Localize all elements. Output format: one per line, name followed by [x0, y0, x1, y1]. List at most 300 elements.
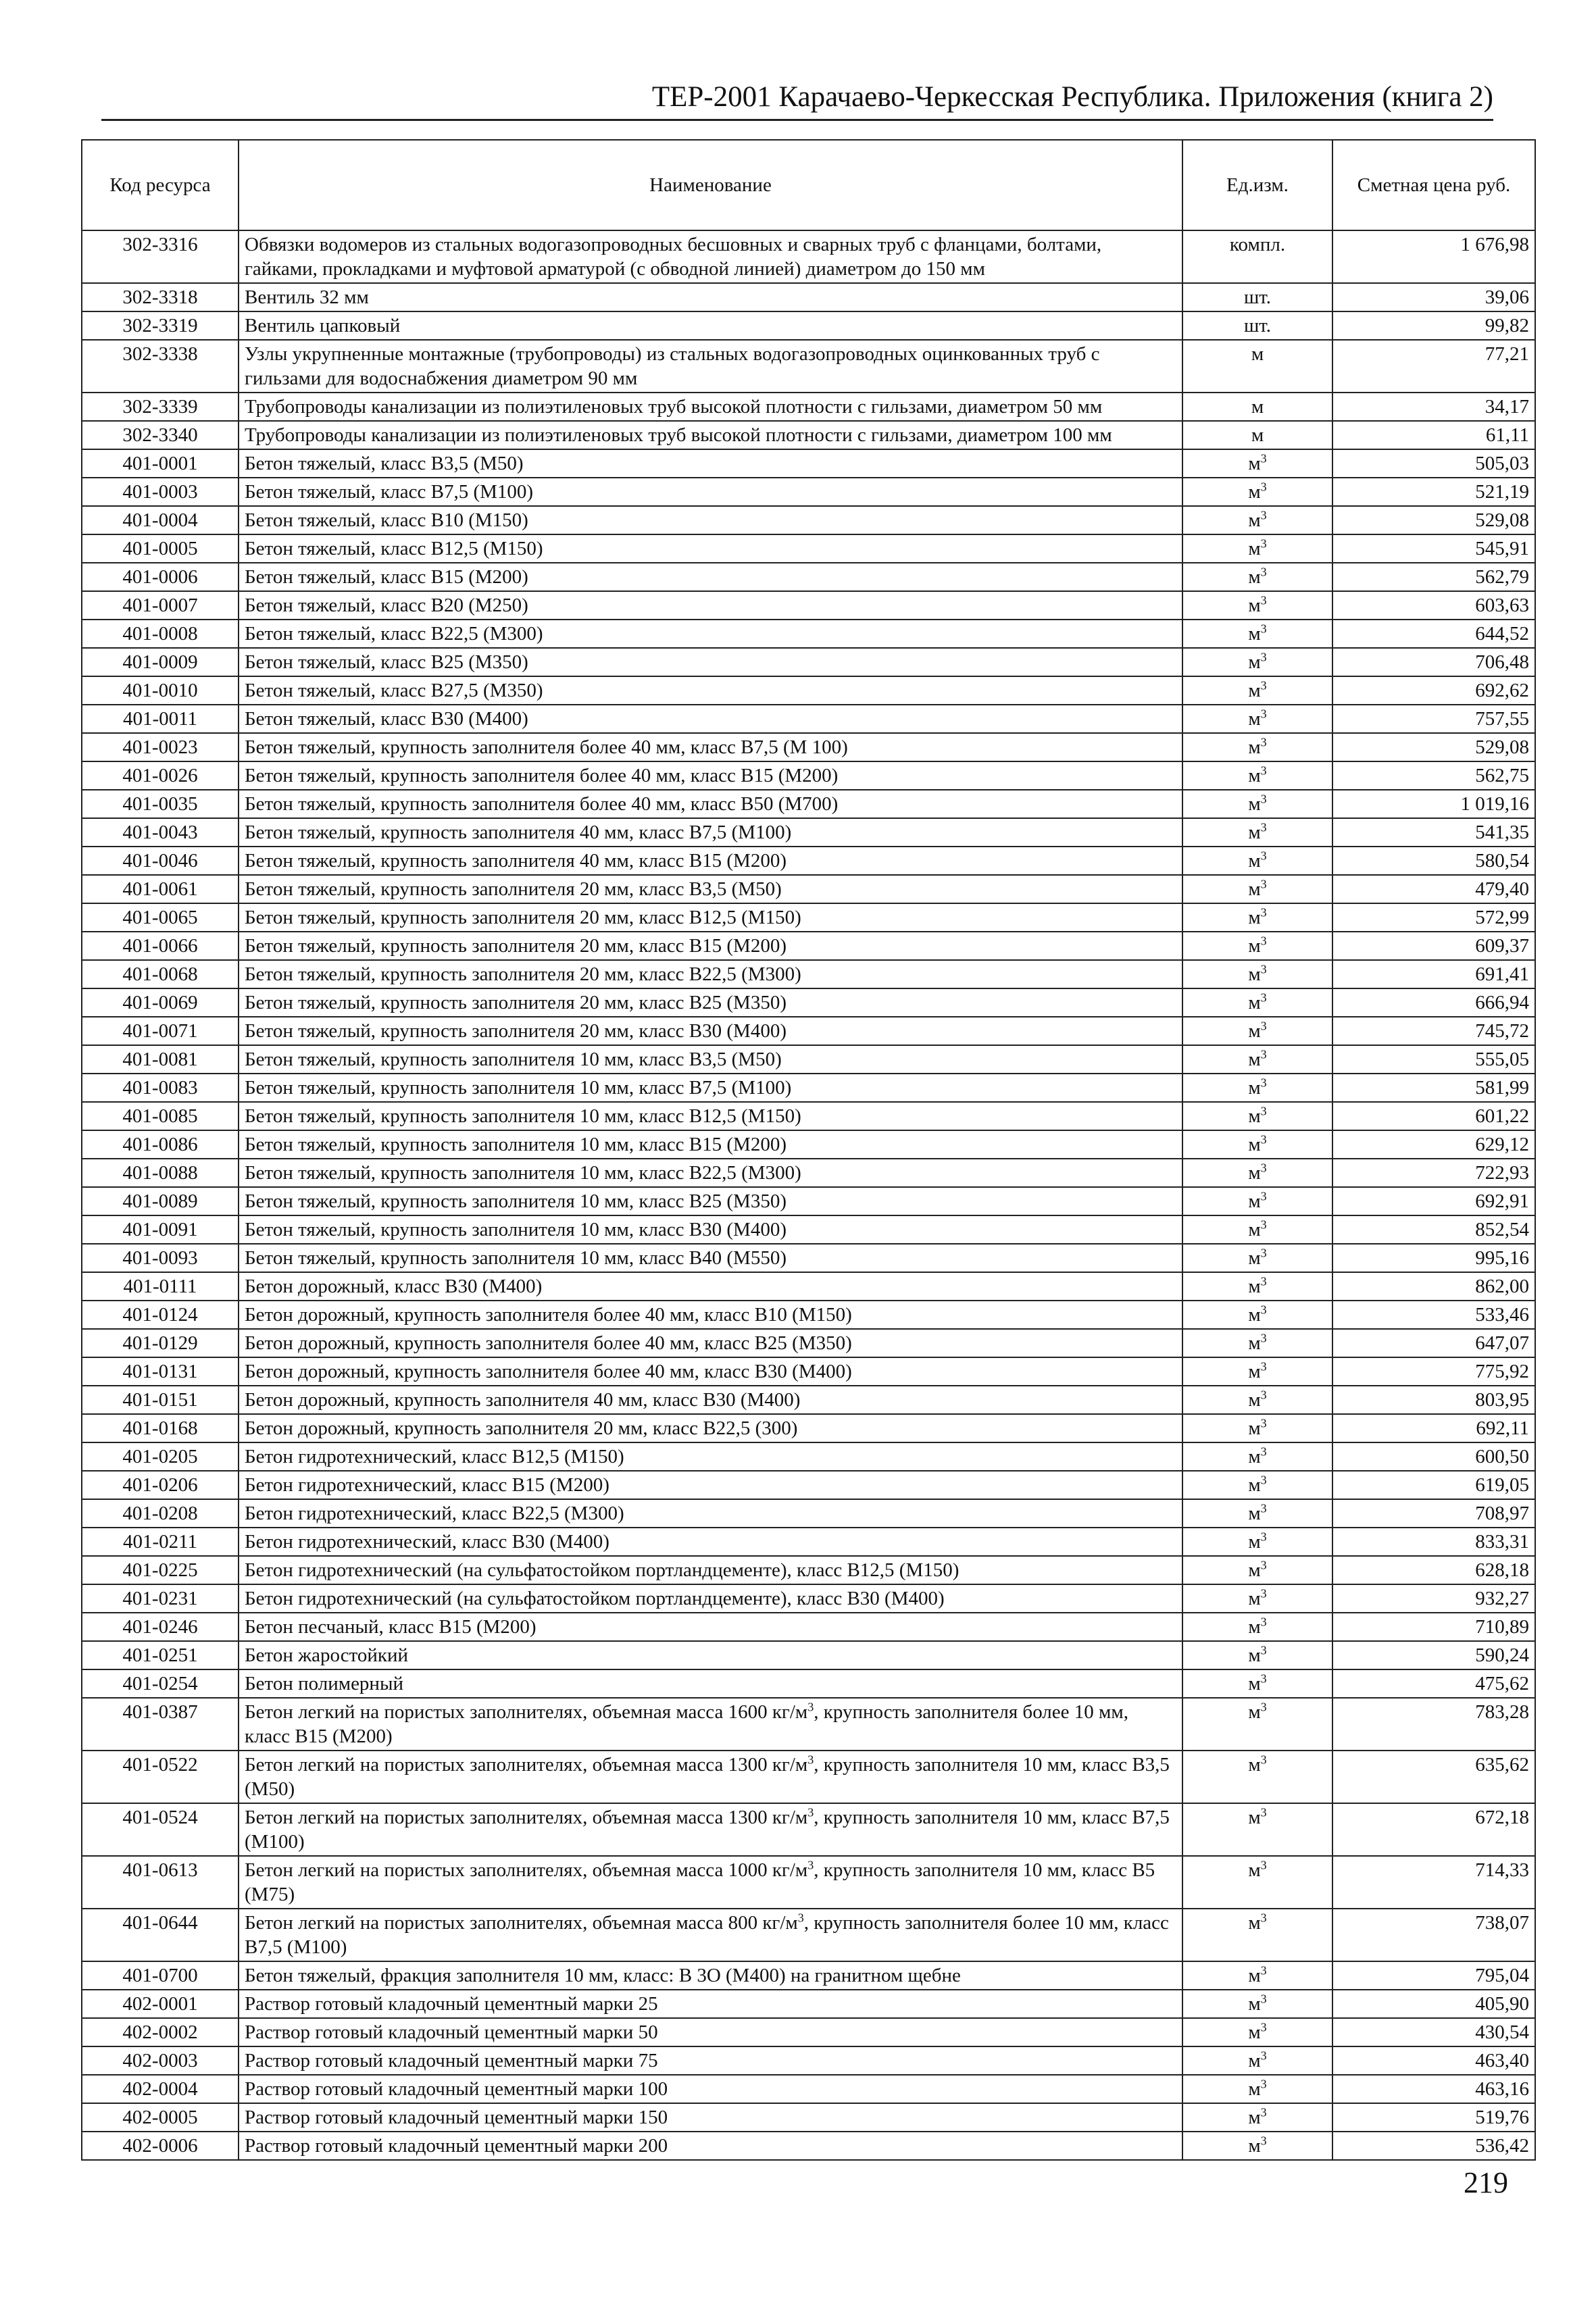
cell-price: 647,07 — [1332, 1329, 1535, 1357]
table-row — [82, 1244, 1535, 1272]
cell-code: 302-3316 — [82, 230, 239, 283]
cell-price: 722,93 — [1332, 1159, 1535, 1187]
table-row — [82, 1471, 1535, 1499]
column-header-unit: Ед.изм. — [1182, 140, 1332, 230]
cell-code: 401-0010 — [82, 676, 239, 705]
cell-name: Бетон тяжелый, крупность заполнителя 10 мм, класс В30 (М400) — [239, 1215, 1182, 1244]
page-header-title: ТЕР-2001 Карачаево-Черкесская Республика. Приложения (книга 2) — [651, 81, 1493, 113]
cell-name: Раствор готовый кладочный цементный марки 25 — [239, 1990, 1182, 2018]
cell-price: 39,06 — [1332, 283, 1535, 311]
table-row — [82, 506, 1535, 534]
cell-code: 402-0005 — [82, 2103, 239, 2132]
cell-name: Обвязки водомеров из стальных водогазопроводных бесшовных и сварных труб с фланцами, болтами, гайками, прокладками и муфтовой арматурой (с обводной линией) диаметром до 150 мм — [239, 230, 1182, 283]
page-number: 219 — [1464, 2166, 1508, 2199]
cell-unit: $м^3$ — [1182, 478, 1332, 506]
cell-price: 619,05 — [1332, 1471, 1535, 1499]
cell-unit: $м^3$ — [1182, 1442, 1332, 1471]
cell-code: 401-0065 — [82, 903, 239, 932]
cell-unit: $м^3$ — [1182, 988, 1332, 1017]
cell-name: Бетон тяжелый, класс В3,5 (М50) — [239, 449, 1182, 478]
cell-unit: $м^3$ — [1182, 790, 1332, 818]
cell-name: Бетон гидротехнический, класс В15 (М200) — [239, 1471, 1182, 1499]
table-body — [82, 230, 1535, 2160]
cell-code: 401-0205 — [82, 1442, 239, 1471]
cell-price: 714,33 — [1332, 1856, 1535, 1909]
cell-name: Раствор готовый кладочный цементный марки 75 — [239, 2046, 1182, 2075]
cell-price: 706,48 — [1332, 648, 1535, 676]
cell-code: 401-0700 — [82, 1961, 239, 1990]
cell-unit: $м^3$ — [1182, 1990, 1332, 2018]
cell-name: Бетон тяжелый, крупность заполнителя более 40 мм, класс В7,5 (М 100) — [239, 733, 1182, 761]
cell-name: Бетон песчаный, класс В15 (М200) — [239, 1613, 1182, 1641]
cell-unit: $м^3$ — [1182, 1856, 1332, 1909]
cell-price: 635,62 — [1332, 1751, 1535, 1803]
cell-unit: $м^3$ — [1182, 1272, 1332, 1301]
cell-code: 401-0211 — [82, 1528, 239, 1556]
cell-code: 401-0524 — [82, 1803, 239, 1856]
cell-code: 401-0091 — [82, 1215, 239, 1244]
cell-name: Бетон тяжелый, крупность заполнителя 10 мм, класс В7,5 (М100) — [239, 1074, 1182, 1102]
table-row — [82, 449, 1535, 478]
cell-price: 533,46 — [1332, 1301, 1535, 1329]
cell-unit: $м^3$ — [1182, 1499, 1332, 1528]
table-row — [82, 847, 1535, 875]
cell-name: Бетон легкий на пористых заполнителях, объемная масса 800 $кг/м^3$, крупность заполнителя более 10 мм, класс В7,5 (М100) — [239, 1909, 1182, 1961]
cell-code: 401-0089 — [82, 1187, 239, 1215]
table-row — [82, 478, 1535, 506]
cell-code: 401-0168 — [82, 1414, 239, 1442]
cell-price: 692,62 — [1332, 676, 1535, 705]
cell-price: 738,07 — [1332, 1909, 1535, 1961]
table-row — [82, 1386, 1535, 1414]
cell-price: 862,00 — [1332, 1272, 1535, 1301]
table-row — [82, 705, 1535, 733]
table-row — [82, 1641, 1535, 1669]
cell-code: 401-0613 — [82, 1856, 239, 1909]
cell-code: 401-0124 — [82, 1301, 239, 1329]
cell-code: 401-0009 — [82, 648, 239, 676]
cell-price: 1 676,98 — [1332, 230, 1535, 283]
table-row — [82, 1669, 1535, 1698]
cell-unit: $м^3$ — [1182, 1074, 1332, 1102]
cell-code: 401-0023 — [82, 733, 239, 761]
cell-price: 562,79 — [1332, 563, 1535, 591]
table-row — [82, 563, 1535, 591]
cell-price: 757,55 — [1332, 705, 1535, 733]
cell-name: Бетон гидротехнический (на сульфатостойком портландцементе), класс В30 (М400) — [239, 1584, 1182, 1613]
cell-name: Вентиль 32 мм — [239, 283, 1182, 311]
cell-price: 1 019,16 — [1332, 790, 1535, 818]
cell-code: 401-0007 — [82, 591, 239, 620]
cell-price: 519,76 — [1332, 2103, 1535, 2132]
cell-unit: $м^3$ — [1182, 1102, 1332, 1130]
cell-name: Раствор готовый кладочный цементный марки 100 — [239, 2075, 1182, 2103]
cell-price: 405,90 — [1332, 1990, 1535, 2018]
table-row — [82, 2075, 1535, 2103]
cell-code: 401-0231 — [82, 1584, 239, 1613]
table-row — [82, 1357, 1535, 1386]
table-row — [82, 1528, 1535, 1556]
cell-code: 401-0088 — [82, 1159, 239, 1187]
cell-unit: $м^3$ — [1182, 733, 1332, 761]
cell-unit: $м^3$ — [1182, 1528, 1332, 1556]
table-row — [82, 1803, 1535, 1856]
cell-name: Бетон дорожный, крупность заполнителя более 40 мм, класс В30 (М400) — [239, 1357, 1182, 1386]
cell-unit: $м^3$ — [1182, 1803, 1332, 1856]
table-row — [82, 340, 1535, 393]
cell-price: 61,11 — [1332, 421, 1535, 449]
cell-unit: $м^3$ — [1182, 1386, 1332, 1414]
cell-code: 302-3338 — [82, 340, 239, 393]
cell-unit: компл. — [1182, 230, 1332, 283]
cell-price: 521,19 — [1332, 478, 1535, 506]
cell-name: Бетон гидротехнический, класс В22,5 (М300) — [239, 1499, 1182, 1528]
cell-unit: $м^3$ — [1182, 2103, 1332, 2132]
cell-code: 401-0026 — [82, 761, 239, 790]
cell-code: 401-0006 — [82, 563, 239, 591]
cell-price: 34,17 — [1332, 393, 1535, 421]
cell-name: Бетон тяжелый, крупность заполнителя 40 мм, класс В15 (М200) — [239, 847, 1182, 875]
cell-name: Раствор готовый кладочный цементный марки 200 — [239, 2132, 1182, 2160]
cell-name: Бетон тяжелый, крупность заполнителя 20 мм, класс В12,5 (М150) — [239, 903, 1182, 932]
cell-code: 402-0002 — [82, 2018, 239, 2046]
cell-price: 581,99 — [1332, 1074, 1535, 1102]
table-row — [82, 1751, 1535, 1803]
table-row — [82, 1159, 1535, 1187]
cell-unit: $м^3$ — [1182, 676, 1332, 705]
table-row — [82, 903, 1535, 932]
table-row — [82, 1613, 1535, 1641]
cell-code: 302-3339 — [82, 393, 239, 421]
cell-price: 562,75 — [1332, 761, 1535, 790]
table-row — [82, 620, 1535, 648]
cell-price: 710,89 — [1332, 1613, 1535, 1641]
cell-name: Бетон тяжелый, крупность заполнителя 10 мм, класс В40 (М550) — [239, 1244, 1182, 1272]
cell-name: Бетон легкий на пористых заполнителях, объемная масса 1300 $кг/м^3$, крупность заполнителя 10 мм, класс В7,5 (М100) — [239, 1803, 1182, 1856]
cell-unit: $м^3$ — [1182, 563, 1332, 591]
cell-code: 401-0208 — [82, 1499, 239, 1528]
cell-unit: $м^3$ — [1182, 1698, 1332, 1751]
cell-code: 402-0004 — [82, 2075, 239, 2103]
cell-code: 302-3340 — [82, 421, 239, 449]
cell-code: 401-0085 — [82, 1102, 239, 1130]
cell-name: Бетон жаростойкий — [239, 1641, 1182, 1669]
cell-name: Бетон тяжелый, крупность заполнителя 40 мм, класс В7,5 (М100) — [239, 818, 1182, 847]
cell-unit: $м^3$ — [1182, 2046, 1332, 2075]
table-row — [82, 1414, 1535, 1442]
cell-name: Бетон гидротехнический (на сульфатостойком портландцементе), класс В12,5 (М150) — [239, 1556, 1182, 1584]
cell-price: 600,50 — [1332, 1442, 1535, 1471]
cell-unit: $м^3$ — [1182, 1244, 1332, 1272]
table-row — [82, 988, 1535, 1017]
cell-price: 580,54 — [1332, 847, 1535, 875]
column-header-code: Код ресурса — [82, 140, 239, 230]
cell-unit: $м^3$ — [1182, 960, 1332, 988]
cell-unit: $м^3$ — [1182, 761, 1332, 790]
cell-unit: $м^3$ — [1182, 1641, 1332, 1669]
cell-unit: $м^3$ — [1182, 1669, 1332, 1698]
cell-price: 609,37 — [1332, 932, 1535, 960]
cell-code: 302-3318 — [82, 283, 239, 311]
table-row — [82, 534, 1535, 563]
cell-price: 775,92 — [1332, 1357, 1535, 1386]
table-row — [82, 1698, 1535, 1751]
cell-name: Бетон тяжелый, класс В15 (М200) — [239, 563, 1182, 591]
cell-name: Бетон дорожный, класс В30 (М400) — [239, 1272, 1182, 1301]
cell-unit: м — [1182, 393, 1332, 421]
cell-code: 401-0254 — [82, 1669, 239, 1698]
table-row — [82, 1499, 1535, 1528]
cell-code: 401-0093 — [82, 1244, 239, 1272]
column-header-price: Сметная цена руб. — [1332, 140, 1535, 230]
cell-code: 401-0004 — [82, 506, 239, 534]
cell-code: 402-0003 — [82, 2046, 239, 2075]
cell-name: Бетон тяжелый, крупность заполнителя 10 мм, класс В12,5 (М150) — [239, 1102, 1182, 1130]
cell-price: 692,11 — [1332, 1414, 1535, 1442]
cell-unit: $м^3$ — [1182, 1301, 1332, 1329]
table-row — [82, 676, 1535, 705]
cell-code: 401-0225 — [82, 1556, 239, 1584]
cell-name: Бетон полимерный — [239, 1669, 1182, 1698]
cell-name: Бетон тяжелый, класс В7,5 (М100) — [239, 478, 1182, 506]
table-row — [82, 311, 1535, 340]
cell-code: 401-0043 — [82, 818, 239, 847]
cell-name: Бетон тяжелый, крупность заполнителя 20 мм, класс В25 (М350) — [239, 988, 1182, 1017]
cell-price: 529,08 — [1332, 733, 1535, 761]
cell-name: Бетон тяжелый, класс В12,5 (М150) — [239, 534, 1182, 563]
cell-price: 475,62 — [1332, 1669, 1535, 1698]
cell-price: 833,31 — [1332, 1528, 1535, 1556]
cell-code: 401-0151 — [82, 1386, 239, 1414]
table-row — [82, 1102, 1535, 1130]
cell-unit: $м^3$ — [1182, 1045, 1332, 1074]
table-row — [82, 1301, 1535, 1329]
cell-unit: шт. — [1182, 311, 1332, 340]
cell-unit: $м^3$ — [1182, 1215, 1332, 1244]
cell-price: 691,41 — [1332, 960, 1535, 988]
cell-price: 672,18 — [1332, 1803, 1535, 1856]
table-row — [82, 230, 1535, 283]
cell-code: 401-0387 — [82, 1698, 239, 1751]
table-row — [82, 1215, 1535, 1244]
cell-code: 401-0068 — [82, 960, 239, 988]
cell-code: 402-0006 — [82, 2132, 239, 2160]
cell-name: Раствор готовый кладочный цементный марки 50 — [239, 2018, 1182, 2046]
table-row — [82, 790, 1535, 818]
table-row — [82, 1584, 1535, 1613]
cell-name: Бетон тяжелый, класс В25 (М350) — [239, 648, 1182, 676]
table-row — [82, 733, 1535, 761]
table-row — [82, 1442, 1535, 1471]
table-row — [82, 875, 1535, 903]
cell-unit: $м^3$ — [1182, 1414, 1332, 1442]
cell-unit: шт. — [1182, 283, 1332, 311]
cell-code: 401-0061 — [82, 875, 239, 903]
cell-price: 590,24 — [1332, 1641, 1535, 1669]
cell-name: Бетон легкий на пористых заполнителях, объемная масса 1000 $кг/м^3$, крупность заполнителя 10 мм, класс В5 (М75) — [239, 1856, 1182, 1909]
cell-price: 529,08 — [1332, 506, 1535, 534]
table-row — [82, 1556, 1535, 1584]
cell-price: 99,82 — [1332, 311, 1535, 340]
page-header — [101, 73, 1493, 121]
cell-name: Бетон тяжелый, класс В30 (М400) — [239, 705, 1182, 733]
cell-name: Бетон тяжелый, фракция заполнителя 10 мм, класс: В 3О (М400) на гранитном щебне — [239, 1961, 1182, 1990]
cell-name: Узлы укрупненные монтажные (трубопроводы) из стальных водогазопроводных оцинкованных труб с гильзами для водоснабжения диаметром 90 мм — [239, 340, 1182, 393]
cell-price: 505,03 — [1332, 449, 1535, 478]
cell-unit: $м^3$ — [1182, 449, 1332, 478]
cell-unit: $м^3$ — [1182, 1556, 1332, 1584]
cell-price: 545,91 — [1332, 534, 1535, 563]
table-row — [82, 421, 1535, 449]
table-row — [82, 1017, 1535, 1045]
cell-price: 666,94 — [1332, 988, 1535, 1017]
cell-code: 401-0644 — [82, 1909, 239, 1961]
cell-name: Бетон тяжелый, крупность заполнителя 20 мм, класс В30 (М400) — [239, 1017, 1182, 1045]
cell-unit: $м^3$ — [1182, 1961, 1332, 1990]
column-header-name: Наименование — [239, 140, 1182, 230]
cell-price: 555,05 — [1332, 1045, 1535, 1074]
cell-price: 708,97 — [1332, 1499, 1535, 1528]
cell-name: Бетон дорожный, крупность заполнителя более 40 мм, класс В10 (М150) — [239, 1301, 1182, 1329]
cell-code: 401-0129 — [82, 1329, 239, 1357]
table-row — [82, 1074, 1535, 1102]
cell-code: 401-0071 — [82, 1017, 239, 1045]
cell-name: Бетон тяжелый, крупность заполнителя 10 мм, класс В15 (М200) — [239, 1130, 1182, 1159]
table-row — [82, 648, 1535, 676]
cell-code: 401-0251 — [82, 1641, 239, 1669]
cell-unit: $м^3$ — [1182, 1329, 1332, 1357]
table-row — [82, 2132, 1535, 2160]
table-row — [82, 1130, 1535, 1159]
cell-name: Бетон тяжелый, класс В20 (М250) — [239, 591, 1182, 620]
cell-unit: $м^3$ — [1182, 1187, 1332, 1215]
table-row — [82, 591, 1535, 620]
table-row — [82, 2103, 1535, 2132]
cell-price: 745,72 — [1332, 1017, 1535, 1045]
cell-code: 401-0005 — [82, 534, 239, 563]
table-row — [82, 393, 1535, 421]
table-row — [82, 761, 1535, 790]
cell-unit: $м^3$ — [1182, 875, 1332, 903]
cell-unit: м — [1182, 340, 1332, 393]
cell-price: 463,16 — [1332, 2075, 1535, 2103]
cell-unit: $м^3$ — [1182, 648, 1332, 676]
cell-name: Бетон тяжелый, крупность заполнителя 20 мм, класс В22,5 (М300) — [239, 960, 1182, 988]
cell-code: 401-0069 — [82, 988, 239, 1017]
cell-price: 536,42 — [1332, 2132, 1535, 2160]
cell-price: 995,16 — [1332, 1244, 1535, 1272]
table-row — [82, 2046, 1535, 2075]
cell-price: 629,12 — [1332, 1130, 1535, 1159]
cell-name: Трубопроводы канализации из полиэтиленовых труб высокой плотности с гильзами, диаметром 100 мм — [239, 421, 1182, 449]
cell-unit: $м^3$ — [1182, 1017, 1332, 1045]
table-row — [82, 932, 1535, 960]
cell-unit: $м^3$ — [1182, 2075, 1332, 2103]
cell-unit: $м^3$ — [1182, 1584, 1332, 1613]
cell-code: 401-0001 — [82, 449, 239, 478]
cell-unit: $м^3$ — [1182, 1471, 1332, 1499]
cell-name: Бетон тяжелый, крупность заполнителя более 40 мм, класс В50 (М700) — [239, 790, 1182, 818]
table-row — [82, 818, 1535, 847]
cell-price: 430,54 — [1332, 2018, 1535, 2046]
cell-name: Бетон тяжелый, крупность заполнителя 20 мм, класс В3,5 (М50) — [239, 875, 1182, 903]
cell-code: 401-0086 — [82, 1130, 239, 1159]
cell-unit: м — [1182, 421, 1332, 449]
cell-name: Трубопроводы канализации из полиэтиленовых труб высокой плотности с гильзами, диаметром 50 мм — [239, 393, 1182, 421]
table-row — [82, 960, 1535, 988]
cell-code: 402-0001 — [82, 1990, 239, 2018]
cell-name: Бетон тяжелый, крупность заполнителя более 40 мм, класс В15 (М200) — [239, 761, 1182, 790]
cell-unit: $м^3$ — [1182, 847, 1332, 875]
cell-unit: $м^3$ — [1182, 2018, 1332, 2046]
cell-price: 77,21 — [1332, 340, 1535, 393]
cell-unit: $м^3$ — [1182, 705, 1332, 733]
cell-code: 401-0206 — [82, 1471, 239, 1499]
cell-price: 852,54 — [1332, 1215, 1535, 1244]
table-row — [82, 1187, 1535, 1215]
cell-code: 302-3319 — [82, 311, 239, 340]
cell-price: 601,22 — [1332, 1102, 1535, 1130]
table-row — [82, 1329, 1535, 1357]
cell-price: 932,27 — [1332, 1584, 1535, 1613]
cell-unit: $м^3$ — [1182, 1613, 1332, 1641]
cell-unit: $м^3$ — [1182, 1751, 1332, 1803]
cell-unit: $м^3$ — [1182, 1159, 1332, 1187]
cell-unit: $м^3$ — [1182, 932, 1332, 960]
table-row — [82, 2018, 1535, 2046]
cell-unit: $м^3$ — [1182, 1909, 1332, 1961]
cell-name: Раствор готовый кладочный цементный марки 150 — [239, 2103, 1182, 2132]
cell-name: Бетон дорожный, крупность заполнителя более 40 мм, класс В25 (М350) — [239, 1329, 1182, 1357]
cell-code: 401-0003 — [82, 478, 239, 506]
cell-price: 603,63 — [1332, 591, 1535, 620]
cell-price: 795,04 — [1332, 1961, 1535, 1990]
cell-name: Вентиль цапковый — [239, 311, 1182, 340]
table-row — [82, 1272, 1535, 1301]
cell-name: Бетон тяжелый, класс В22,5 (М300) — [239, 620, 1182, 648]
table-row — [82, 1856, 1535, 1909]
table-row — [82, 1045, 1535, 1074]
cell-name: Бетон тяжелый, крупность заполнителя 10 мм, класс В25 (М350) — [239, 1187, 1182, 1215]
cell-price: 463,40 — [1332, 2046, 1535, 2075]
cell-code: 401-0035 — [82, 790, 239, 818]
cell-price: 803,95 — [1332, 1386, 1535, 1414]
cell-code: 401-0246 — [82, 1613, 239, 1641]
cell-code: 401-0011 — [82, 705, 239, 733]
cell-code: 401-0083 — [82, 1074, 239, 1102]
cell-unit: $м^3$ — [1182, 1130, 1332, 1159]
cell-name: Бетон тяжелый, крупность заполнителя 10 мм, класс В3,5 (М50) — [239, 1045, 1182, 1074]
cell-name: Бетон легкий на пористых заполнителях, объемная масса 1600 $кг/м^3$, крупность заполнителя более 10 мм, класс В15 (М200) — [239, 1698, 1182, 1751]
cell-unit: $м^3$ — [1182, 903, 1332, 932]
cell-code: 401-0522 — [82, 1751, 239, 1803]
cell-code: 401-0008 — [82, 620, 239, 648]
cell-unit: $м^3$ — [1182, 534, 1332, 563]
cell-name: Бетон гидротехнический, класс В30 (М400) — [239, 1528, 1182, 1556]
table-row — [82, 1961, 1535, 1990]
cell-code: 401-0046 — [82, 847, 239, 875]
table-row — [82, 283, 1535, 311]
cell-name: Бетон тяжелый, класс В27,5 (М350) — [239, 676, 1182, 705]
cell-price: 692,91 — [1332, 1187, 1535, 1215]
table-header-row — [82, 140, 1535, 230]
cell-price: 541,35 — [1332, 818, 1535, 847]
cell-code: 401-0111 — [82, 1272, 239, 1301]
cell-code: 401-0081 — [82, 1045, 239, 1074]
cell-name: Бетон тяжелый, класс В10 (М150) — [239, 506, 1182, 534]
cell-code: 401-0066 — [82, 932, 239, 960]
cell-name: Бетон дорожный, крупность заполнителя 40 мм, класс В30 (М400) — [239, 1386, 1182, 1414]
